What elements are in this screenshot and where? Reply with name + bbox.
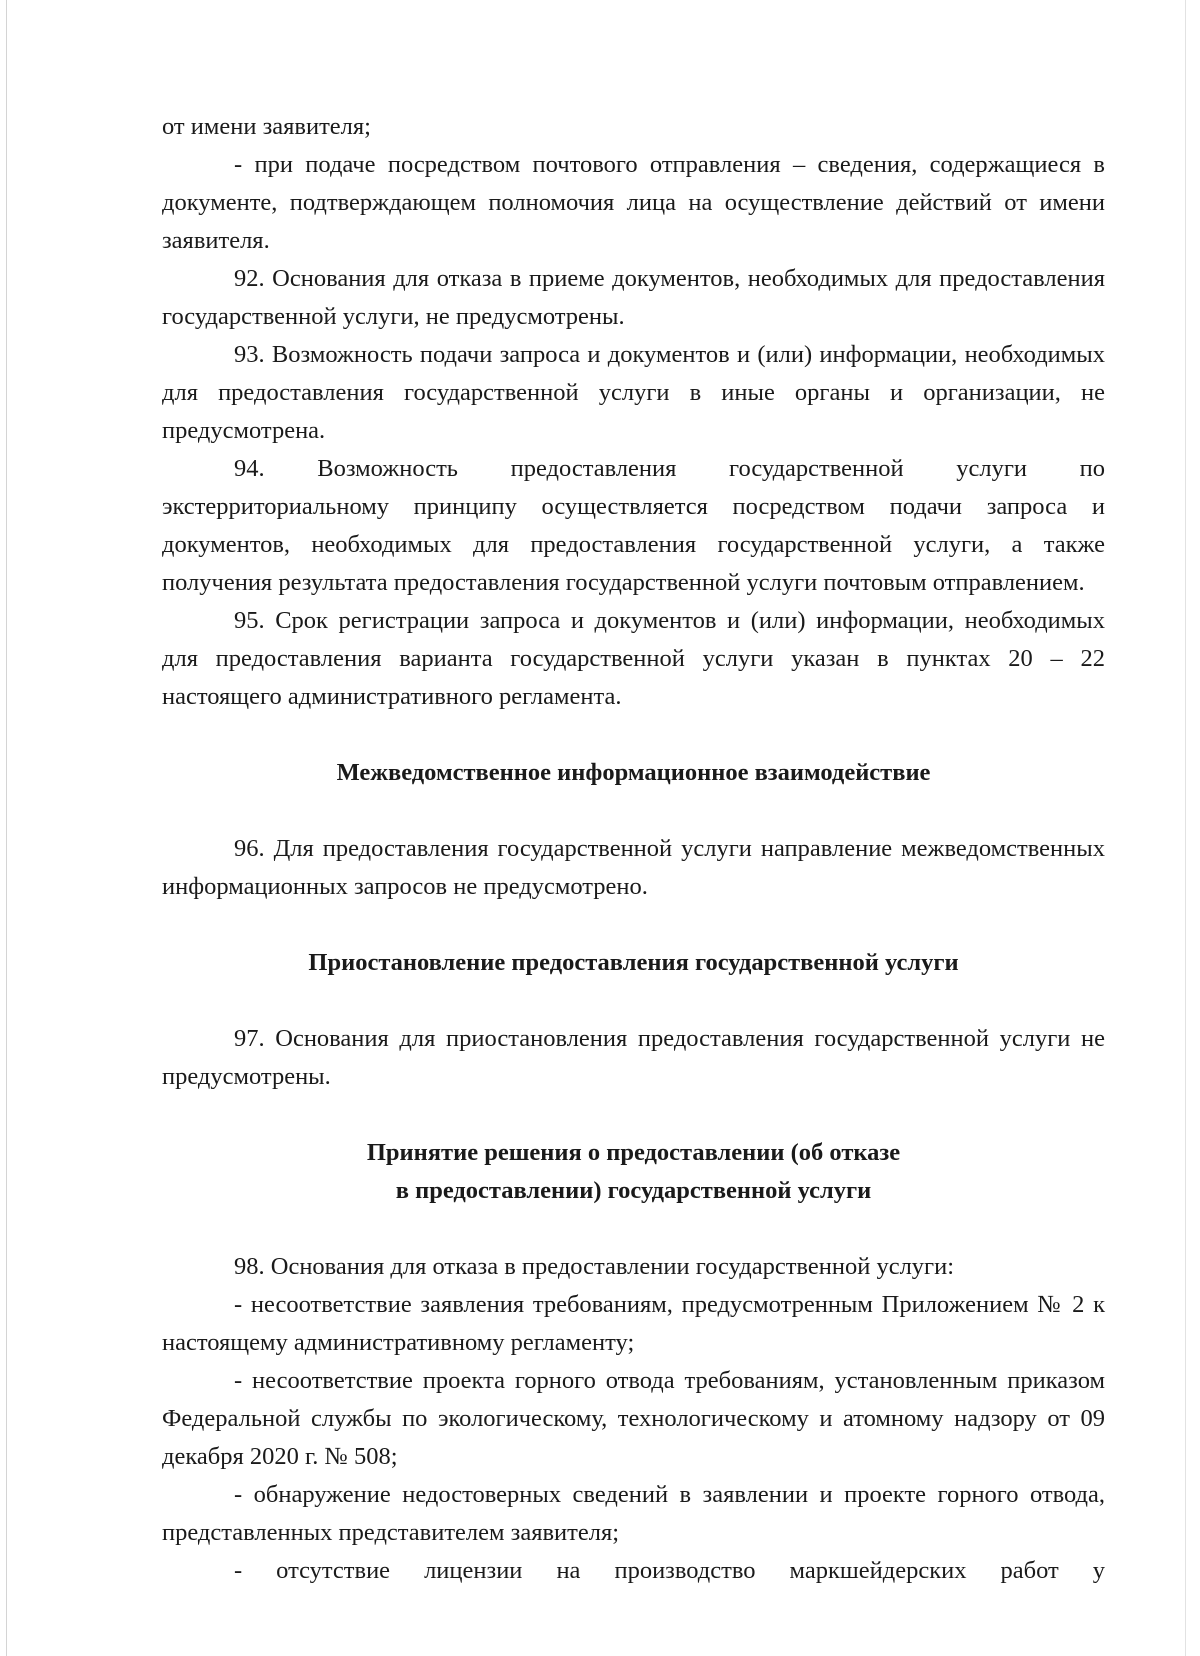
paragraph-95: 95. Срок регистрации запроса и документов и (или) информации, необходимых для предоставления варианта государственной услуги указан в пунктах 20 – 22 настоящего административного регламента. bbox=[162, 607, 1105, 710]
paragraph-96: 96. Для предоставления государственной услуги направление межведомственных информационных запросов не предусмотрено. bbox=[162, 835, 1105, 900]
scan-edge-right bbox=[1185, 0, 1186, 1656]
paragraph-97: 97. Основания для приостановления предоставления государственной услуги не предусмотрены. bbox=[162, 1025, 1105, 1090]
list-item-noncompliance-project: - несоответствие проекта горного отвода требованиям, установленным приказом Федеральной службы по экологическому, технологическому и атомному надзору от 09 декабря 2020 г. № 508; bbox=[162, 1367, 1105, 1470]
list-item-noncompliance-application: - несоответствие заявления требованиям, предусмотренным Приложением № 2 к настоящему административному регламенту; bbox=[162, 1291, 1105, 1356]
spacer bbox=[162, 1210, 1105, 1248]
scan-edge-left bbox=[6, 0, 7, 1656]
document-body bbox=[162, 108, 1105, 1590]
section-heading-suspension: Приостановление предоставления государственной услуги bbox=[308, 949, 959, 976]
paragraph-93: 93. Возможность подачи запроса и документов и (или) информации, необходимых для предоставления государственной услуги в иные органы и организации, не предусмотрена. bbox=[162, 341, 1105, 444]
section-heading-decision-line1: Принятие решения о предоставлении (об отказе bbox=[366, 1139, 901, 1166]
paragraph-postal-submission: - при подаче посредством почтового отправления – сведения, содержащиеся в документе, подтверждающем полномочия лица на осуществление действий от имени заявителя. bbox=[162, 151, 1105, 254]
list-item-no-license: - отсутствие лицензии на производство маркшейдерских работ у bbox=[234, 1557, 1105, 1584]
paragraph-92: 92. Основания для отказа в приеме документов, необходимых для предоставления государственной услуги, не предусмотрены. bbox=[162, 265, 1105, 330]
spacer bbox=[162, 716, 1105, 754]
spacer bbox=[162, 792, 1105, 830]
paragraph-continuation: от имени заявителя; bbox=[162, 113, 371, 140]
section-heading-decision-line2: в предоставлении) государственной услуги bbox=[395, 1177, 872, 1204]
spacer bbox=[162, 982, 1105, 1020]
spacer bbox=[162, 906, 1105, 944]
spacer bbox=[162, 1096, 1105, 1134]
paragraph-98: 98. Основания для отказа в предоставлении государственной услуги: bbox=[234, 1253, 955, 1280]
list-item-false-information: - обнаружение недостоверных сведений в заявлении и проекте горного отвода, представленных представителем заявителя; bbox=[162, 1481, 1105, 1546]
paragraph-94: 94. Возможность предоставления государственной услуги по экстерриториальному принципу осуществляется посредством подачи запроса и документов, необходимых для предоставления государственной услуги, а также получения результата предоставления государственной услуги почтовым отправлением. bbox=[162, 455, 1105, 596]
section-heading-interagency: Межведомственное информационное взаимодействие bbox=[336, 759, 931, 786]
